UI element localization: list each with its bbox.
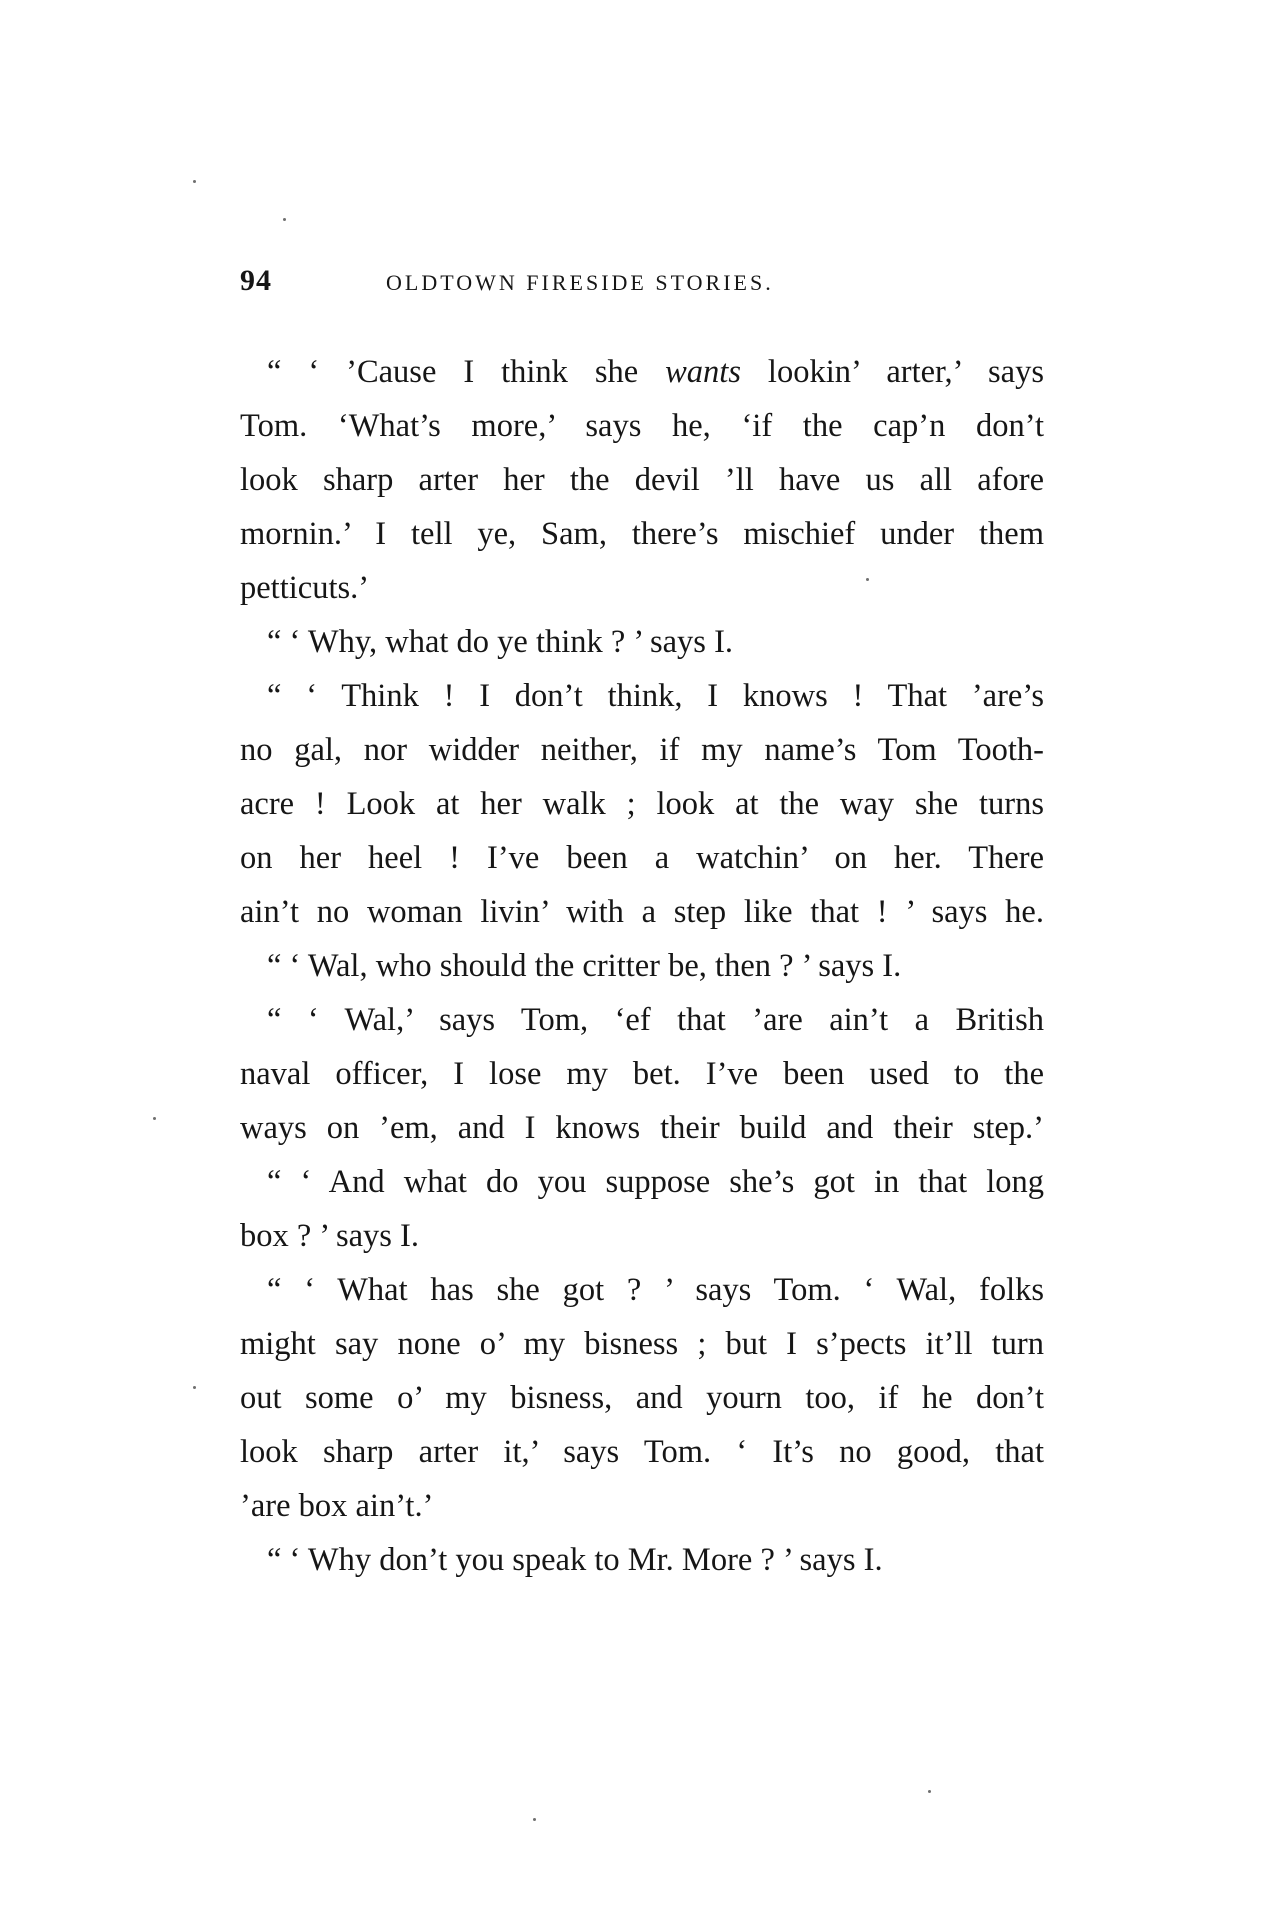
text-line: look sharp arter it,’ says Tom. ‘ It’s no good, that [240, 1434, 1044, 1470]
text-line: “ ‘ Why, what do ye think ? ’ says I. [267, 624, 734, 660]
italic-word: wants [665, 354, 741, 390]
text-line: out some o’ my bisness, and yourn too, if he don’t [240, 1380, 1044, 1416]
text-line: “ ‘ Wal, who should the critter be, then ? ’ says I. [267, 948, 902, 984]
paper-speck [193, 180, 196, 183]
page-number: 94 [240, 264, 272, 297]
paper-speck [928, 1790, 931, 1793]
text-line: look sharp arter her the devil ’ll have us all afore [240, 462, 1044, 498]
paper-speck [153, 1117, 156, 1120]
text-line: naval officer, I lose my bet. I’ve been used to the [240, 1056, 1044, 1092]
text-line: ways on ’em, and I knows their build and their step.’ [240, 1110, 1044, 1146]
text-line: “ ‘ Wal,’ says Tom, ‘ef that ’are ain’t a British [267, 1002, 1044, 1038]
paper-speck [193, 1386, 196, 1389]
text-line: petticuts.’ [240, 570, 370, 606]
paper-speck [283, 218, 286, 221]
text-line: “ ‘ Why don’t you speak to Mr. More ? ’ says I. [267, 1542, 883, 1578]
text-line: “ ‘ What has she got ? ’ says Tom. ‘ Wal, folks [267, 1272, 1044, 1308]
text-line: mornin.’ I tell ye, Sam, there’s mischief under them [240, 516, 1044, 552]
text-line: Tom. ‘What’s more,’ says he, ‘if the cap’n don’t [240, 408, 1044, 444]
text-line: no gal, nor widder neither, if my name’s Tom Tooth- [240, 732, 1044, 768]
text-line: ’are box ain’t.’ [240, 1488, 434, 1524]
text-line: might say none o’ my bisness ; but I s’pects it’ll turn [240, 1326, 1044, 1362]
text-line: “ ‘ Think ! I don’t think, I knows ! That ’are’s [267, 678, 1044, 714]
paper-speck [533, 1818, 536, 1821]
running-head [240, 264, 900, 304]
text-line: “ ‘ And what do you suppose she’s got in that long [267, 1164, 1044, 1200]
text-line: box ? ’ says I. [240, 1218, 420, 1254]
body-text [240, 345, 1044, 1587]
running-title: OLDTOWN FIRESIDE STORIES. [386, 270, 774, 295]
text-line: on her heel ! I’ve been a watchin’ on her. There [240, 840, 1044, 876]
text-line: acre ! Look at her walk ; look at the way she turns [240, 786, 1044, 822]
text-line: ain’t no woman livin’ with a step like that ! ’ says he. [240, 894, 1044, 930]
text-line: “ ‘ ’Cause I think she wants lookin’ arter,’ says [267, 354, 1044, 390]
